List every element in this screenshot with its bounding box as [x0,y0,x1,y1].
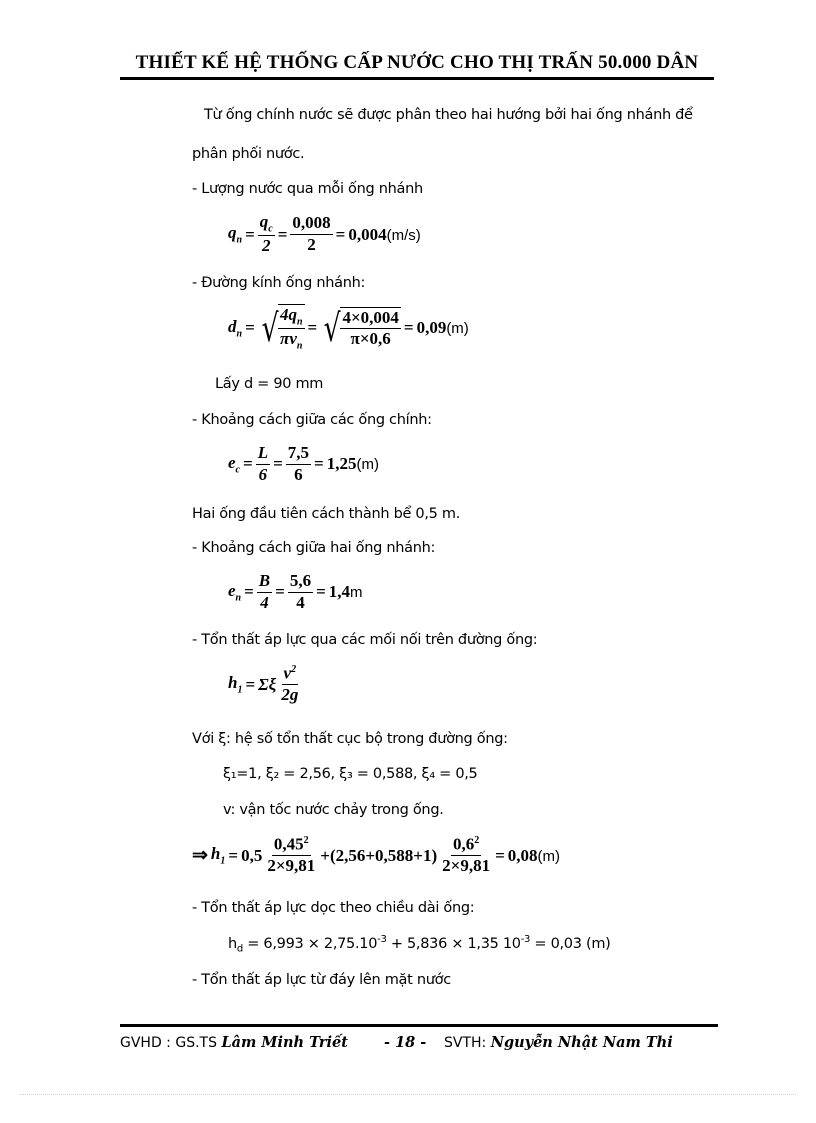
bullet-item: - Đường kính ống nhánh: [192,275,366,291]
equation-branch-spacing: $e_n$ = $\frac{B}{4}$ = $\frac{5,6}{4}$ = 1,4m [228,571,363,612]
equation-branch-diameter: $d_n$ = √ $\frac{4q_n}{\pi v_n}$ = √ $\frac{4\times 0,004}{\pi\times 0,6}$ = 0,09(m) [228,305,469,352]
paragraph-line: Hai ống đầu tiên cách thành bể 0,5 m. [192,506,461,522]
page-number: - 18 - [384,1034,427,1051]
bullet-item: - Tổn thất áp lực qua các mối nối trên đường ống: [192,632,538,648]
bullet-item: - Tổn thất áp lực dọc theo chiều dài ống: [192,900,475,916]
paragraph-line: Với ξ: hệ số tổn thất cục bộ trong đường ống: [192,731,508,747]
equation-longitudinal-head-loss: $h_d = 6,993 \times 2,75.10^{-3} + 5,836 \times 1,35$ $10^{-3} = 0,03$ (m) [228,934,611,955]
student-name: Nguyễn Nhật Nam Thi [490,1034,673,1051]
xi-coefficients: ξ₁=1, ξ₂ = 2,56, ξ₃ = 0,588, ξ₄ = 0,5 [223,766,478,782]
header-rule [120,77,714,80]
equation-joint-head-loss-result: ⇒ $h_1$ = 0,5 $\frac{0,45^2}{2\times 9,81}$ +(2,56+0,588+1) $\frac{0,6^2}{2\times 9,81}$ = 0,08(m) [192,834,561,876]
bullet-item: - Khoảng cách giữa các ống chính: [192,412,432,428]
footer-rule [120,1024,718,1027]
footer-student: SVTH: Nguyễn Nhật Nam Thi [444,1034,673,1051]
bullet-item: - Lượng nước qua mỗi ống nhánh [192,181,423,197]
equation-flow-per-branch: $q_n$ = $\frac{q_c}{2}$ = $\frac{0,008}{2}$ = 0,004(m/s) [228,212,421,256]
bullet-item: - Khoảng cách giữa hai ống nhánh: [192,540,436,556]
equation-main-pipe-spacing: $e_c$ = $\frac{L}{6}$ = $\frac{7,5}{6}$ = 1,25(m) [228,443,379,484]
paragraph-line: Từ ống chính nước sẽ được phân theo hai hướng bởi hai ống nhánh để [204,107,693,123]
footer-supervisor: GVHD : GS.TS Lâm Minh Triết [120,1034,348,1051]
page-bottom-dotted-line [20,1094,796,1095]
bullet-item: - Tổn thất áp lực từ đáy lên mặt nước [192,972,451,988]
supervisor-name: Lâm Minh Triết [221,1034,348,1051]
chosen-diameter: Lấy d = 90 mm [215,376,324,392]
page-header-title: THIẾT KẾ HỆ THỐNG CẤP NƯỚC CHO THỊ TRẤN 50.000 DÂN [135,52,699,73]
velocity-definition: v: vận tốc nước chảy trong ống. [223,802,444,818]
paragraph-line: phân phối nước. [192,146,305,162]
equation-joint-head-loss: $h_1$ = Σξ $\frac{v^2}{2g}$ [228,663,299,705]
